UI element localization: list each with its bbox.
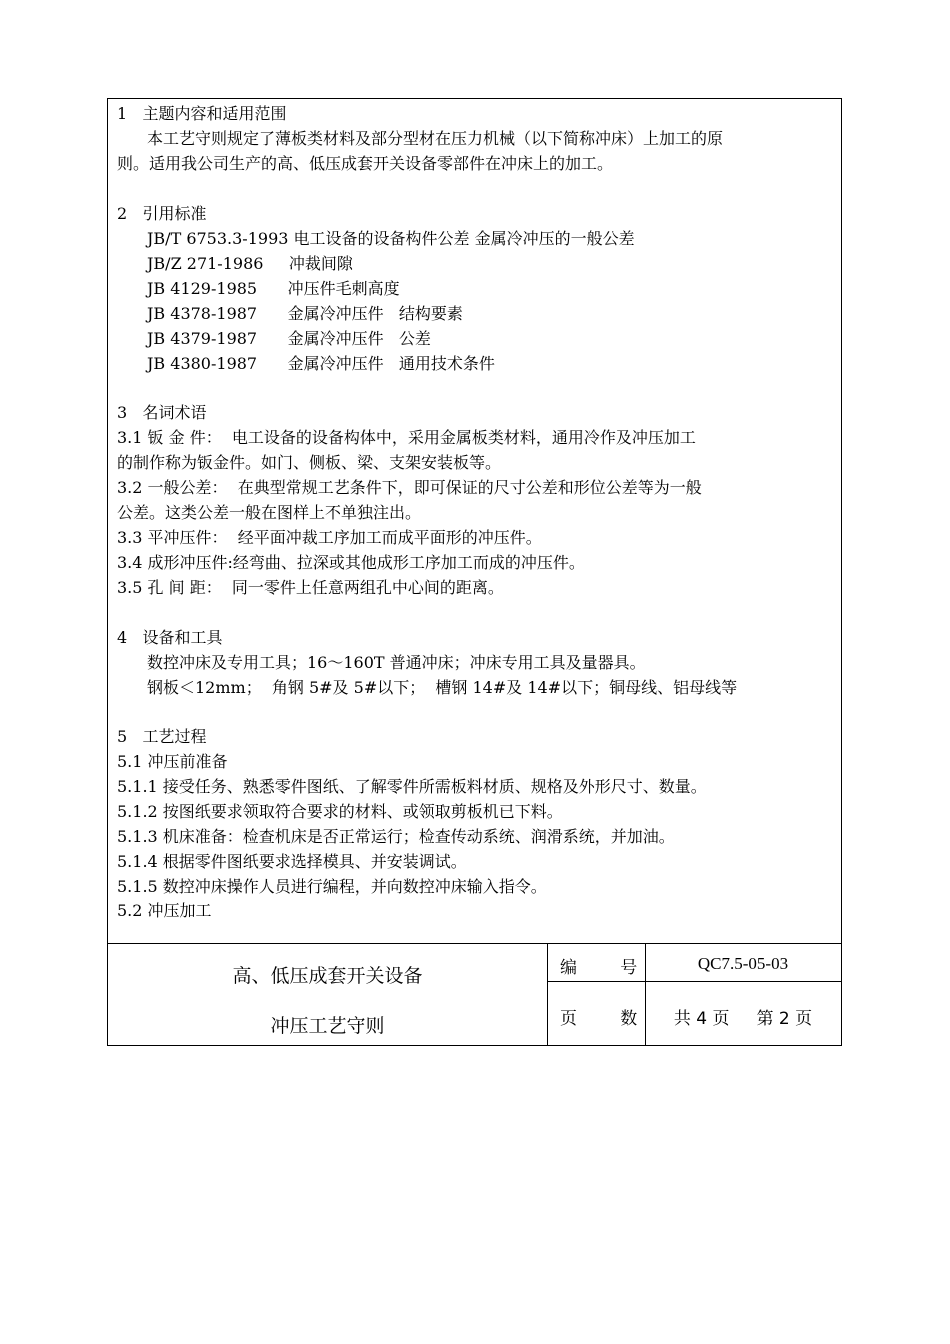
section-1-paragraph-line: 则。适用我公司生产的高、低压成套开关设备零部件在冲床上的加工。	[117, 154, 614, 173]
section-3-heading: 3 名词术语	[117, 403, 207, 422]
title-block	[108, 943, 841, 1046]
standard-item: JB 4129-1985 冲压件毛刺高度	[147, 279, 400, 298]
term-line: 3.4 成形冲压件:经弯曲、拉深或其他成形工序加工而成的冲压件。	[117, 553, 585, 572]
process-line: 5.1 冲压前准备	[117, 752, 228, 771]
term-line: 3.1 钣 金 件： 电工设备的设备构体中，采用金属板类材料，通用冷作及冲压加工	[117, 428, 696, 447]
section-5-heading: 5 工艺过程	[117, 727, 207, 746]
process-line: 5.1.3 机床准备：检查机床是否正常运行；检查传动系统、润滑系统，并加油。	[117, 827, 675, 846]
term-line: 3.5 孔 间 距： 同一零件上任意两组孔中心间的距离。	[117, 578, 504, 597]
document-frame	[107, 98, 842, 1046]
term-line: 3.3 平冲压件： 经平面冲裁工序加工而成平面形的冲压件。	[117, 528, 542, 547]
standard-item: JB 4378-1987 金属冷冲压件 结构要素	[147, 304, 463, 323]
divider	[547, 981, 841, 982]
section-1-heading: 1 主题内容和适用范围	[117, 104, 287, 123]
term-line: 的制作称为钣金件。如门、侧板、梁、支架安装板等。	[117, 453, 502, 472]
standard-item: JB 4380-1987 金属冷冲压件 通用技术条件	[147, 354, 495, 373]
process-line: 5.1.4 根据零件图纸要求选择模具、并安装调试。	[117, 852, 467, 871]
code-label: 编 号	[560, 958, 638, 978]
section-4-heading: 4 设备和工具	[117, 628, 223, 647]
equipment-line: 数控冲床及专用工具；16～160T 普通冲床；冲床专用工具及量器具。	[147, 653, 646, 672]
document-body	[108, 99, 841, 943]
term-line: 公差。这类公差一般在图样上不单独注出。	[117, 503, 422, 522]
standard-item: JB/Z 271-1986 冲裁间隙	[147, 254, 353, 273]
process-line: 5.1.2 按图纸要求领取符合要求的材料、或领取剪板机已下料。	[117, 802, 563, 821]
code-value: QC7.5-05-03	[697, 954, 789, 973]
standard-item: JB 4379-1987 金属冷冲压件 公差	[147, 329, 431, 348]
process-line: 5.1.1 接受任务、熟悉零件图纸、了解零件所需板料材质、规格及外形尺寸、数量。	[117, 777, 707, 796]
process-line: 5.2 冲压加工	[117, 901, 212, 920]
divider	[547, 944, 548, 1046]
process-line: 5.1.5 数控冲床操作人员进行编程，并向数控冲床输入指令。	[117, 877, 547, 896]
term-line: 3.2 一般公差： 在典型常规工艺条件下，即可保证的尺寸公差和形位公差等为一般	[117, 478, 702, 497]
document-title: 冲压工艺守则	[270, 1015, 385, 1037]
pages-label: 页 数	[560, 1009, 638, 1029]
page-count: 共 4 页 第 2 页	[673, 1009, 813, 1029]
section-2-heading: 2 引用标准	[117, 204, 207, 223]
equipment-title: 高、低压成套开关设备	[232, 965, 423, 987]
equipment-line: 钢板＜12mm； 角钢 5#及 5#以下； 槽钢 14#及 14#以下；铜母线、铝母线等	[147, 678, 738, 697]
section-1-paragraph-line: 本工艺守则规定了薄板类材料及部分型材在压力机械（以下简称冲床）上加工的原	[147, 129, 724, 148]
standard-item: JB/T 6753.3-1993 电工设备的设备构件公差 金属冷冲压的一般公差	[147, 229, 635, 248]
